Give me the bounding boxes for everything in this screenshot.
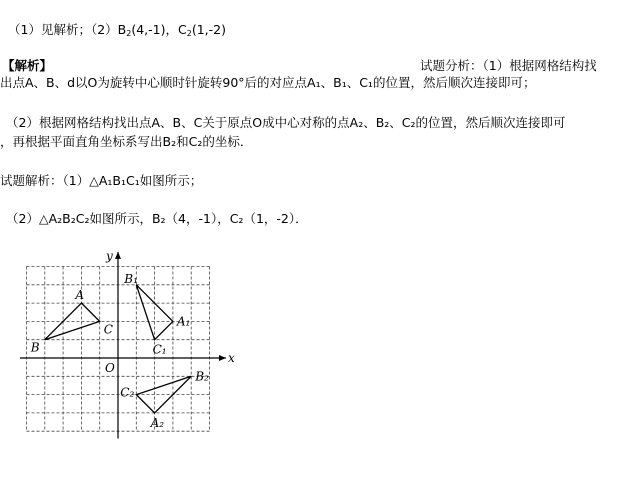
x-axis-label: x: [227, 351, 235, 365]
point-label-a2: A₂: [150, 415, 165, 430]
coordinate-figure: [20, 245, 260, 495]
solution-1: 试题解析：（1）△A₁B₁C₁如图所示；: [0, 173, 203, 188]
y-arrow: [115, 252, 121, 259]
point-label-a1: A₁: [176, 314, 191, 329]
analysis-body-2a: （2）根据网格结构找出点A、B、C关于原点O成中心对称的点A₂、B₂、C₂的位置，然后顺次连接即可: [6, 115, 566, 130]
analysis-body-1: 出点A、B、d以O为旋转中心顺时针旋转90°后的对应点A₁、B₁、C₁的位置，然后顺次连接即可；: [0, 75, 536, 90]
point-label-b2: B₂: [195, 369, 209, 384]
solution-2: （2）△A₂B₂C₂如图所示，B₂（4，-1），C₂（1，-2）．: [6, 211, 308, 226]
point-label-a: A: [75, 288, 85, 303]
c2-coord: (1,-2): [191, 22, 226, 37]
answer-line: （1）见解析；$(2)B_2(4,-1)$，$C_2(1,-2)$: [8, 22, 226, 38]
b2-label: B: [117, 22, 127, 37]
point-label-c2: C₂: [120, 385, 135, 400]
point-label-b: B: [30, 340, 40, 355]
x-arrow: [219, 355, 226, 361]
point-label-c1: C₁: [152, 342, 167, 357]
point-label-c: C: [103, 322, 113, 337]
b2-coord: (4,-1): [131, 22, 166, 37]
axes: [20, 252, 226, 439]
point-label-b1: B₁: [124, 271, 138, 286]
answer-part1: （1）见解析；（2）: [8, 22, 118, 37]
answer-sep: ，: [165, 22, 178, 37]
c2-label: C: [178, 22, 187, 37]
origin-label: O: [105, 361, 115, 375]
y-axis-label: y: [106, 248, 113, 263]
analysis-head: 试题分析：（1）根据网格结构找: [420, 58, 597, 73]
analysis-body-2b: ，再根据平面直角坐标系写出B₂和C₂的坐标．: [0, 134, 253, 149]
analysis-tag: 【解析】: [2, 58, 53, 73]
